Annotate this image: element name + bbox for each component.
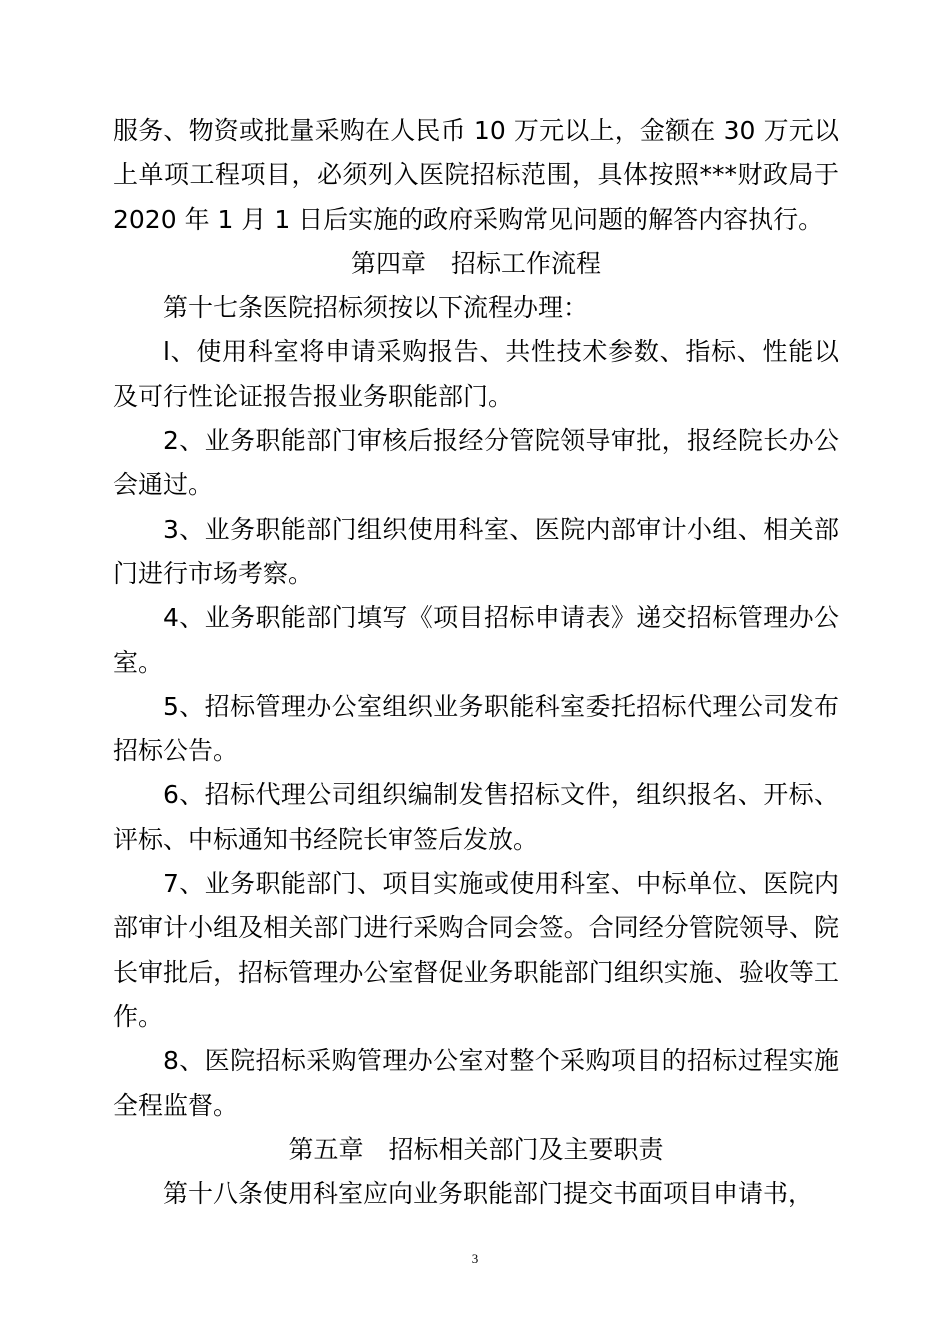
page-number: 3 xyxy=(471,1251,479,1266)
list-item-8: 8、医院招标采购管理办公室对整个采购项目的招标过程实施全程监督。 xyxy=(113,1046,839,1120)
list-item-3: 3、业务职能部门组织使用科室、医院内部审计小组、相关部门进行市场考察。 xyxy=(113,514,839,588)
chapter-heading-4: 第四章 招标工作流程 xyxy=(350,248,601,278)
list-item-7: 7、业务职能部门、项目实施或使用科室、中标单位、医院内部审计小组及相关部门进行采购合同会签。合同经分管院领导、院长审批后，招标管理办公室督促业务职能部门组织实施、验收等工作。 xyxy=(113,869,839,1031)
list-item-2: 2、业务职能部门审核后报经分管院领导审批，报经院长办公会通过。 xyxy=(113,426,839,500)
document-body xyxy=(113,109,839,1216)
article-17: 第十七条医院招标须按以下流程办理： xyxy=(163,293,589,323)
paragraph-continued: 服务、物资或批量采购在人民币 10 万元以上，金额在 30 万元以上单项工程项目，必须列入医院招标范围，具体按照***财政局于 2020 年 1 月 1 日后实施的政府采购常见问题的解答内容执行。 xyxy=(113,116,839,234)
article-18: 第十八条使用科室应向业务职能部门提交书面项目申请书， xyxy=(163,1179,814,1209)
list-item-5: 5、招标管理办公室组织业务职能科室委托招标代理公司发布招标公告。 xyxy=(113,691,839,766)
list-item-1: l、使用科室将申请采购报告、共性技术参数、指标、性能以及可行性论证报告报业务职能部门。 xyxy=(113,337,839,411)
list-item-4: 4、业务职能部门填写《项目招标申请表》递交招标管理办公室。 xyxy=(113,603,839,677)
chapter-heading-5: 第五章 招标相关部门及主要职责 xyxy=(288,1134,664,1164)
list-item-6: 6、招标代理公司组织编制发售招标文件，组织报名、开标、评标、中标通知书经院长审签后发放。 xyxy=(113,780,839,854)
